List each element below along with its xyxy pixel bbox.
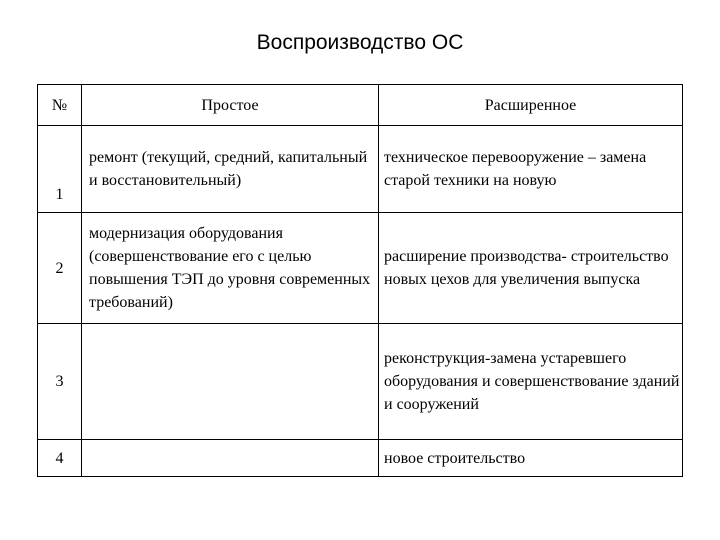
row-simple: ремонт (текущий, средний, капитальный и восстановительный) [82,126,379,213]
row-num: 1 [38,126,82,213]
table-row [38,440,683,477]
row-simple: модернизация оборудования (совершенствование его с целью повышения ТЭП до уровня современных требований) [82,213,379,324]
table-header-row [38,85,683,126]
row-num: 4 [38,440,82,477]
row-num: 2 [38,213,82,324]
row-extended: расширение производства- строительство новых цехов для увеличения выпуска [379,213,683,324]
header-simple: Простое [82,85,379,126]
reproduction-table [37,84,683,477]
row-num: 3 [38,324,82,440]
header-extended: Расширенное [379,85,683,126]
row-simple [82,440,379,477]
page-title: Воспроизводство ОС [256,31,464,54]
row-extended: реконструкция-замена устаревшего оборудования и совершенствование зданий и сооружений [379,324,683,440]
header-num: № [38,85,82,126]
row-extended: новое строительство [379,440,683,477]
table-row [38,324,683,440]
table-row [38,213,683,324]
table-row [38,126,683,213]
row-extended: техническое перевооружение – замена старой техники на новую [379,126,683,213]
row-simple [82,324,379,440]
